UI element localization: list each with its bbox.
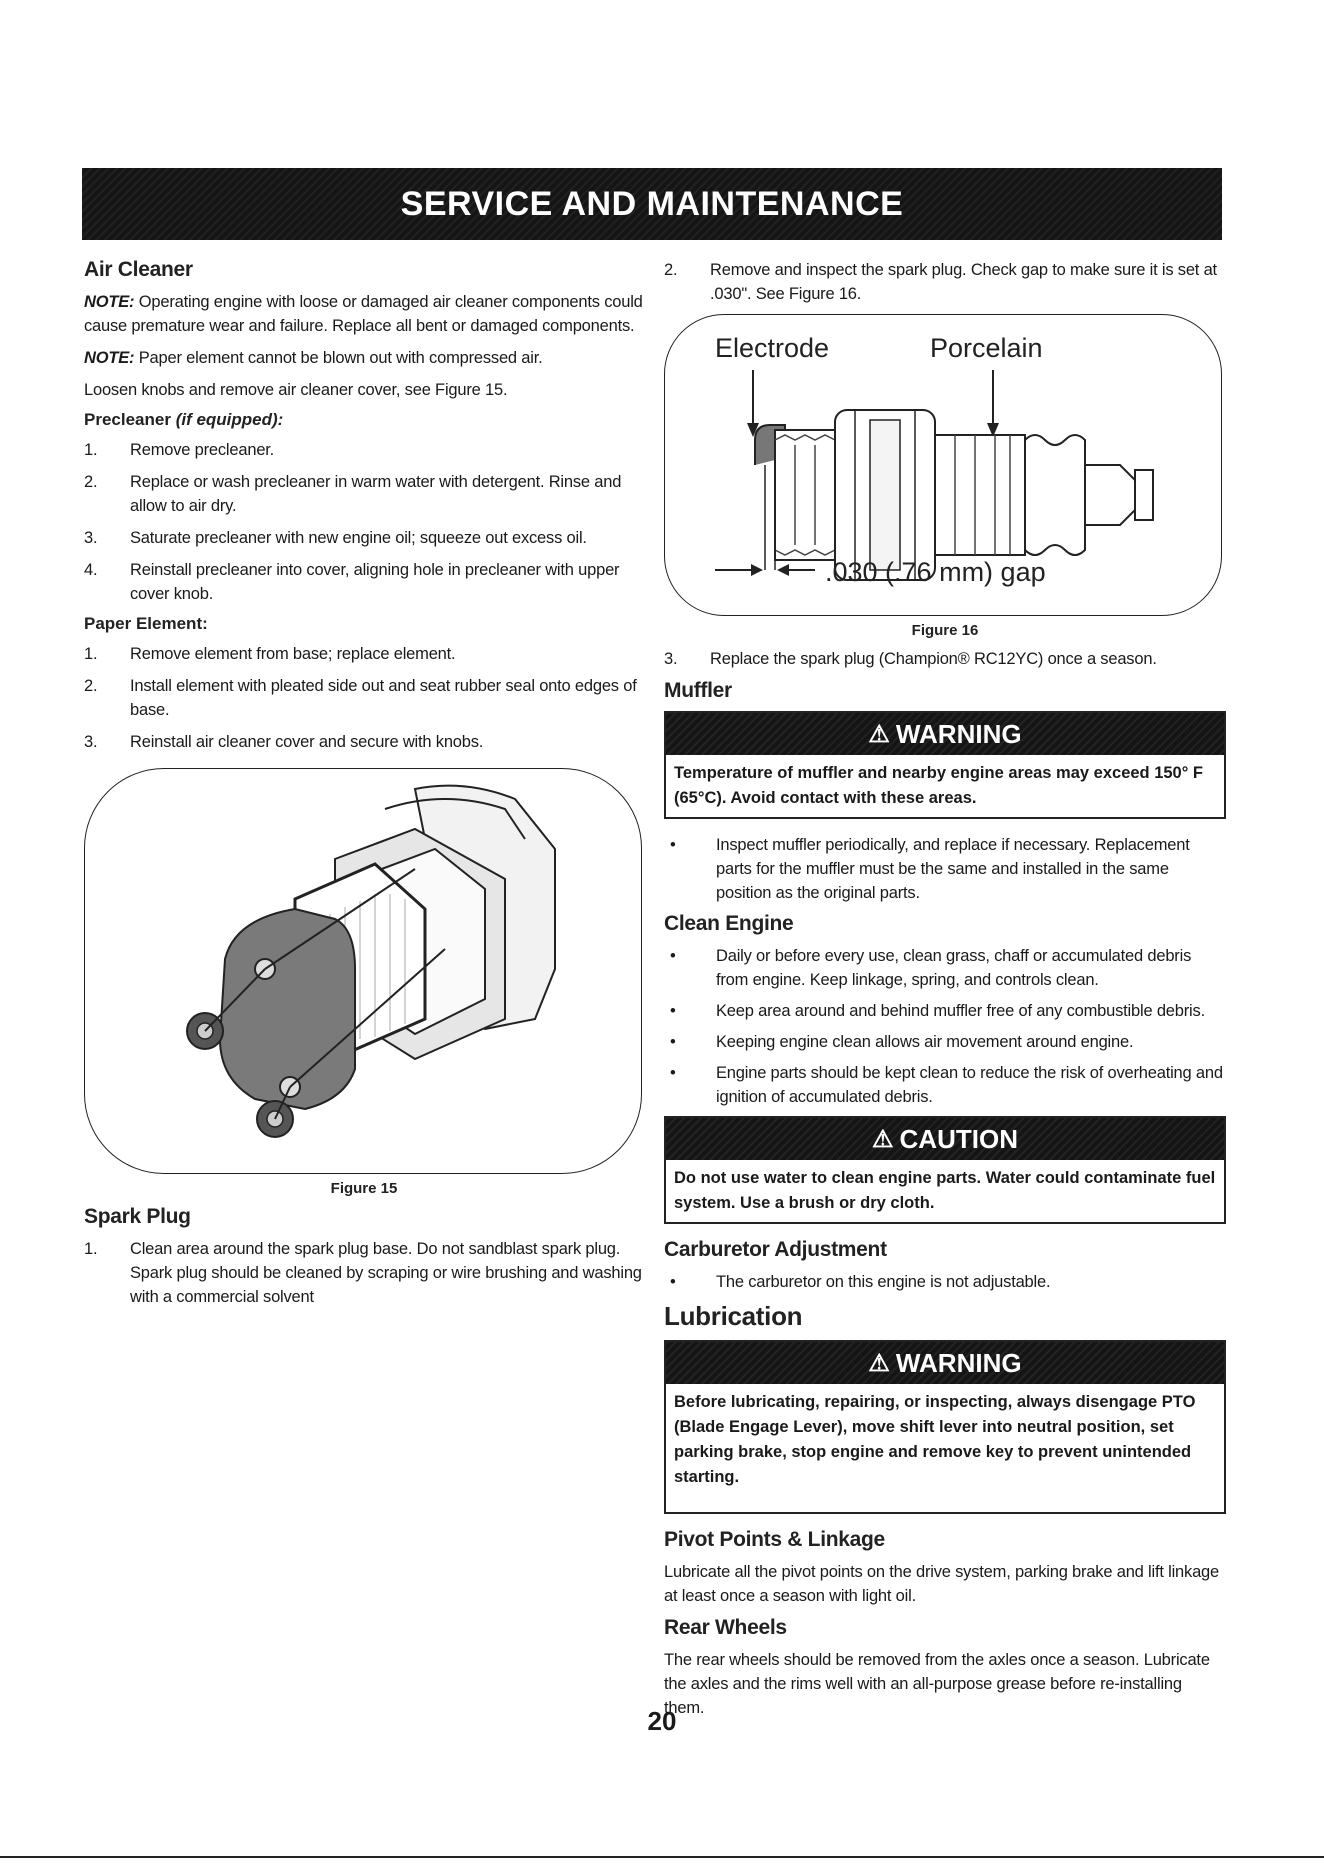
figure-16-caption: Figure 16 (911, 622, 979, 639)
left-column (84, 258, 644, 1317)
rear-wheels-heading: Rear Wheels (664, 1616, 787, 1639)
note-label: NOTE: (84, 293, 135, 311)
numbered-step (664, 647, 1226, 671)
spark-plug-steps (84, 1237, 644, 1309)
bullet-item (664, 999, 1226, 1023)
numbered-step (84, 558, 644, 606)
rear-wheels-text: The rear wheels should be removed from the axles once a season. Lubricate the axles and the rims well with an all-purpose grease before re-installing them. (664, 1651, 1210, 1717)
lubrication-warning (664, 1340, 1226, 1514)
page-number: 20 (647, 1706, 677, 1736)
note-2 (84, 346, 644, 370)
muffler-warning (664, 711, 1226, 819)
bullet-dot: • (670, 1273, 676, 1291)
section-banner (82, 168, 1222, 240)
step-number: 3. (84, 733, 98, 751)
muffler-bullets (664, 833, 1226, 905)
numbered-step (84, 1237, 644, 1309)
spark-plug-heading: Spark Plug (84, 1205, 191, 1228)
spark-plug-steps-continued (664, 258, 1226, 306)
paper-element-heading: Paper Element: (84, 614, 208, 633)
bullet-dot: • (670, 836, 676, 854)
bullet-dot: • (670, 1033, 676, 1051)
carburetor-heading: Carburetor Adjustment (664, 1238, 887, 1261)
spark-plug-steps-after (664, 647, 1226, 671)
bullet-item (664, 1061, 1226, 1109)
bullet-item (664, 944, 1226, 992)
precleaner-steps (84, 438, 644, 606)
pivot-points-text: Lubricate all the pivot points on the drive system, parking brake and lift linkage at least once a season with light oil. (664, 1563, 1220, 1605)
bullet-item (664, 1270, 1226, 1294)
caution-title: CAUTION (899, 1123, 1018, 1154)
warning-triangle-icon: ⚠ (868, 1349, 890, 1377)
clean-engine-bullets (664, 944, 1226, 1109)
precleaner-heading (84, 410, 644, 430)
bullet-text: Engine parts should be kept clean to reduce the risk of overheating and ignition of accumulated debris. (716, 1064, 1223, 1106)
warning-text: Temperature of muffler and nearby engine areas may exceed 150° F (65°C). Avoid contact with these areas. (674, 764, 1203, 807)
figure-15-caption: Figure 15 (330, 1180, 398, 1197)
bullet-dot: • (670, 947, 676, 965)
clean-engine-heading: Clean Engine (664, 912, 794, 935)
step-number: 1. (84, 441, 98, 459)
bullet-item (664, 833, 1226, 905)
warning-triangle-icon: ⚠ (868, 720, 890, 748)
paper-element-steps (84, 642, 644, 754)
precleaner-suffix: (if equipped): (175, 410, 284, 429)
bullet-text: Keeping engine clean allows air movement around engine. (716, 1033, 1134, 1051)
note-text: Operating engine with loose or damaged air cleaner components could cause premature wear and failure. Replace all bent or damaged components. (84, 293, 643, 335)
lubrication-heading: Lubrication (664, 1301, 803, 1331)
warning-text: Before lubricating, repairing, or inspecting, always disengage PTO (Blade Engage Lever), move shift lever into neutral position, set parking brake, stop engine and remove key to prevent unintended starting. (674, 1393, 1196, 1486)
step-text: Remove element from base; replace element. (130, 645, 456, 663)
numbered-step (664, 258, 1226, 306)
step-number: 3. (664, 650, 678, 668)
right-column (664, 258, 1226, 1728)
step-text: Clean area around the spark plug base. Do not sandblast spark plug. Spark plug should be cleaned by scraping or wire brushing and washing with a commercial solvent (130, 1240, 642, 1306)
warning-triangle-icon: ⚠ (872, 1125, 894, 1153)
numbered-step (84, 730, 644, 754)
step-text: Reinstall precleaner into cover, aligning hole in precleaner with upper cover knob. (130, 561, 620, 603)
step-number: 1. (84, 645, 98, 663)
precleaner-title: Precleaner (84, 410, 171, 429)
step-text: Replace or wash precleaner in warm water with detergent. Rinse and allow to air dry. (130, 473, 622, 515)
bullet-text: Keep area around and behind muffler free of any combustible debris. (716, 1002, 1205, 1020)
bullet-text: Inspect muffler periodically, and replace if necessary. Replacement parts for the muffler must be the same and installed in the same position as the original parts. (716, 836, 1190, 902)
air-cleaner-illustration (85, 769, 641, 1173)
bullet-text: Daily or before every use, clean grass, chaff or accumulated debris from engine. Keep linkage, spring, and controls clean. (716, 947, 1192, 989)
step-text: Install element with pleated side out and seat rubber seal onto edges of base. (130, 677, 637, 719)
pivot-points-heading: Pivot Points & Linkage (664, 1528, 885, 1551)
caution-header (666, 1118, 1224, 1160)
step-text: Remove and inspect the spark plug. Check gap to make sure it is set at .030". See Figure 16. (710, 261, 1217, 303)
clean-engine-caution (664, 1116, 1226, 1224)
step-text: Remove precleaner. (130, 441, 275, 459)
step-number: 3. (84, 529, 98, 547)
numbered-step (84, 438, 644, 462)
porcelain-label: Porcelain (930, 333, 1043, 363)
step-number: 1. (84, 1240, 98, 1258)
warning-title: WARNING (895, 718, 1022, 749)
step-number: 2. (84, 677, 98, 695)
figure-15 (84, 768, 642, 1174)
air-cleaner-heading: Air Cleaner (84, 258, 193, 281)
step-text: Replace the spark plug (Champion® RC12YC) once a season. (710, 650, 1157, 668)
bullet-dot: • (670, 1002, 676, 1020)
step-text: Reinstall air cleaner cover and secure with knobs. (130, 733, 484, 751)
warning-title: WARNING (895, 1347, 1022, 1378)
warning-header (666, 713, 1224, 755)
numbered-step (84, 642, 644, 666)
muffler-heading: Muffler (664, 679, 732, 702)
electrode-label: Electrode (715, 333, 830, 363)
figure-16 (664, 314, 1222, 616)
carburetor-bullets (664, 1270, 1226, 1294)
numbered-step (84, 526, 644, 550)
step-number: 2. (84, 473, 98, 491)
section-title: SERVICE AND MAINTENANCE (400, 184, 904, 223)
bullet-text: The carburetor on this engine is not adjustable. (716, 1273, 1051, 1291)
air-cleaner-intro: Loosen knobs and remove air cleaner cover, see Figure 15. (84, 381, 508, 399)
step-number: 2. (664, 261, 678, 279)
page-bottom-rule (0, 1856, 1324, 1858)
numbered-step (84, 674, 644, 722)
numbered-step (84, 470, 644, 518)
bullet-item (664, 1030, 1226, 1054)
step-text: Saturate precleaner with new engine oil; squeeze out excess oil. (130, 529, 587, 547)
note-label: NOTE: (84, 349, 135, 367)
gap-label: .030 (.76 mm) gap (825, 557, 1046, 587)
warning-header (666, 1342, 1224, 1384)
note-text: Paper element cannot be blown out with compressed air. (138, 349, 543, 367)
step-number: 4. (84, 561, 98, 579)
caution-text: Do not use water to clean engine parts. Water could contaminate fuel system. Use a brush or dry cloth. (674, 1169, 1216, 1212)
note-1 (84, 290, 644, 338)
bullet-dot: • (670, 1064, 676, 1082)
spark-plug-illustration (665, 315, 1221, 615)
